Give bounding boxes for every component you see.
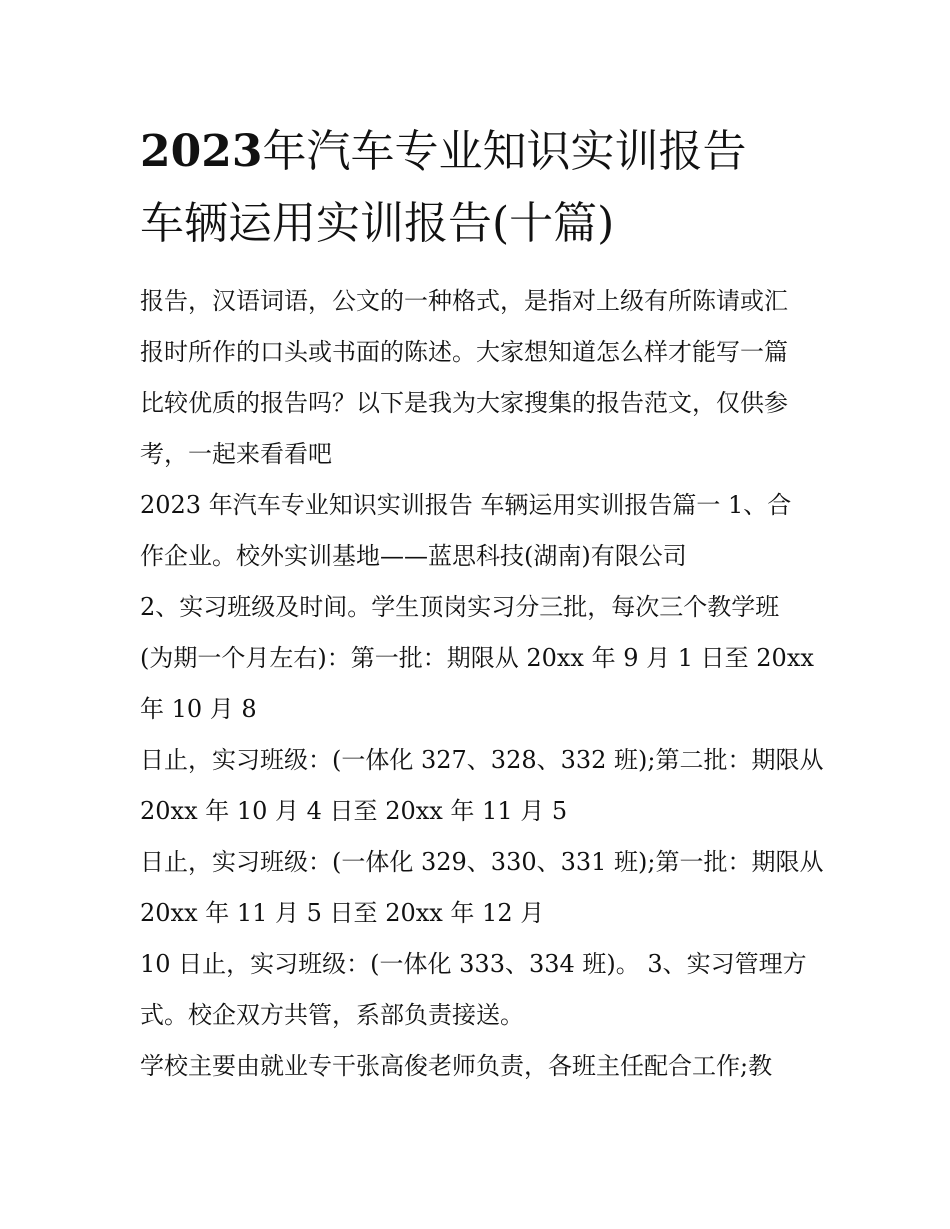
body-line-14: 10 日止，实习班级：(一体化 333、334 班)。 3、实习管理方 xyxy=(140,950,807,978)
body-line-7: 2、实习班级及时间。学生顶岗实习分三批，每次三个教学班 xyxy=(140,593,780,621)
body-line-1: 报告，汉语词语，公文的一种格式，是指对上级有所陈请或汇 xyxy=(140,287,788,315)
title-line-1 xyxy=(140,126,746,177)
body-line-2: 报时所作的口头或书面的陈述。大家想知道怎么样才能写一篇 xyxy=(140,338,788,366)
body-line-6: 作企业。校外实训基地——蓝思科技(湖南)有限公司 xyxy=(140,542,687,570)
title-line-1-text: 年汽车专业知识实训报告 xyxy=(262,126,747,177)
body-line-3: 比较优质的报告吗？以下是我为大家搜集的报告范文，仅供参 xyxy=(140,389,788,417)
title-line-2: 车辆运用实训报告(十篇) xyxy=(140,198,615,249)
body-line-10: 日止，实习班级：(一体化 327、328、332 班);第二批：期限从 xyxy=(140,746,824,774)
body-line-5: 2023 年汽车专业知识实训报告 车辆运用实训报告篇一 1、合 xyxy=(140,491,792,519)
page-title xyxy=(140,116,820,260)
body-line-16: 学校主要由就业专干张高俊老师负责，各班主任配合工作;教 xyxy=(140,1052,773,1080)
body-line-4: 考，一起来看看吧 xyxy=(140,440,332,468)
body-line-9: 年 10 月 8 xyxy=(140,695,257,723)
body-line-13: 20xx 年 11 月 5 日至 20xx 年 12 月 xyxy=(140,899,545,927)
body-line-8: (为期一个月左右)：第一批：期限从 20xx 年 9 月 1 日至 20xx xyxy=(140,644,814,672)
title-year: 2023 xyxy=(140,126,263,177)
body-line-11: 20xx 年 10 月 4 日至 20xx 年 11 月 5 xyxy=(140,797,568,825)
document-body xyxy=(140,276,824,1092)
body-line-15: 式。校企双方共管，系部负责接送。 xyxy=(140,1001,524,1029)
body-line-12: 日止，实习班级：(一体化 329、330、331 班);第一批：期限从 xyxy=(140,848,824,876)
